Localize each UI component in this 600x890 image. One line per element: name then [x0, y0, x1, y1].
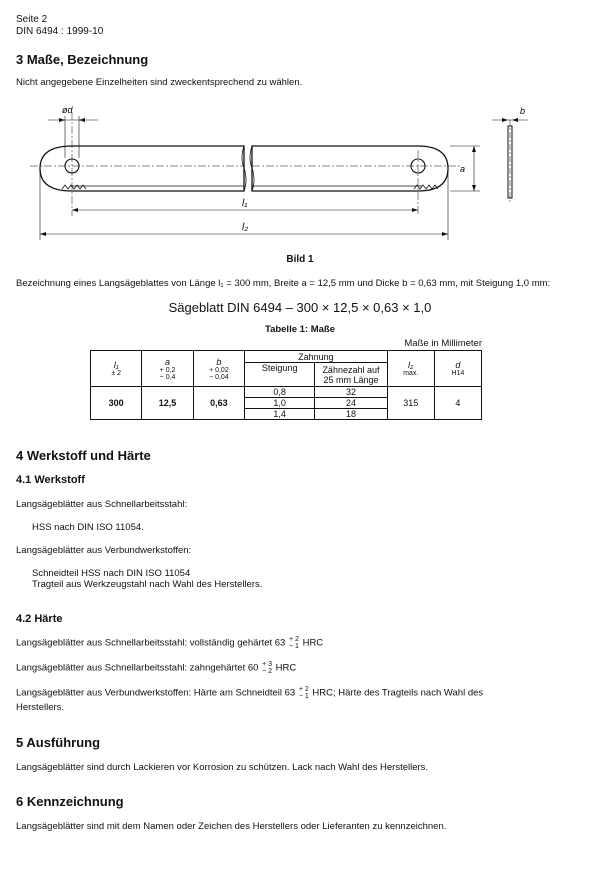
table-title: Tabelle 1: Maße — [264, 324, 336, 335]
saw-blade-drawing — [30, 100, 550, 248]
standard-id: DIN 6494 : 1999-10 — [16, 26, 104, 37]
figure-caption: Bild 1 — [286, 254, 314, 265]
designation: Sägeblatt DIN 6494 – 300 × 12,5 × 0,63 × 1,0 — [168, 300, 432, 315]
label-d: ød — [62, 105, 73, 115]
col-zahnung-header: Zahnung — [245, 351, 388, 363]
cell-b: 0,63 — [193, 387, 244, 420]
col-a-header: a + 0,2 − 0,4 — [142, 351, 193, 387]
cell-zaehne: 24 — [315, 398, 387, 409]
col-b-header: b + 0,02 − 0,04 — [193, 351, 244, 387]
cell-l2: 315 — [387, 387, 434, 420]
col-l1-header: l₁ ± 2 — [91, 351, 142, 387]
werkstoff-hss-item: HSS nach DIN ISO 11054. — [32, 522, 144, 533]
haerte-line-1: Langsägeblätter aus Schnellarbeitsstahl: vollständig gehärtet 63 + 2 − 1 HRC — [16, 636, 324, 650]
col-steigung-header: Steigung — [245, 363, 315, 387]
section-4-2-heading: 4.2 Härte — [16, 613, 63, 625]
teeth-left — [62, 185, 86, 189]
werkstoff-hss-text: Langsägeblätter aus Schnellarbeitsstahl: — [16, 499, 188, 510]
col-zaehnezahl-header: Zähnezahl auf 25 mm Länge — [315, 363, 387, 387]
werkstoff-verbund-item-1: Schneidteil HSS nach DIN ISO 11054 — [32, 568, 191, 579]
label-b: b — [520, 106, 526, 116]
label-a: a — [460, 164, 466, 174]
section-6-heading: 6 Kennzeichnung — [16, 794, 124, 809]
section-6-text: Langsägeblätter sind mit dem Namen oder Zeichen des Herstellers oder Lieferanten zu kennzeichnen. — [16, 821, 447, 832]
cell-l1: 300 — [91, 387, 142, 420]
werkstoff-verbund-item-2: Tragteil aus Werkzeugstahl nach Wahl des Herstellers. — [32, 579, 263, 590]
table-unit: Maße in Millimeter — [404, 338, 482, 349]
haerte-line-2: Langsägeblätter aus Schnellarbeitsstahl: zahngehärtet 60 + 3 − 2 HRC — [16, 661, 297, 675]
col-l2-header: l₂ max. — [387, 351, 434, 387]
section-3-heading: 3 Maße, Bezeichnung — [16, 52, 149, 67]
designation-description: Bezeichnung eines Langsägeblattes von Länge l₁ = 300 mm, Breite a = 12,5 mm und Dicke b = 0,63 mm, mit Steigung 1,0 mm: — [16, 278, 551, 289]
section-4-1-heading: 4.1 Werkstoff — [16, 474, 85, 486]
label-l1: l₁ — [242, 198, 248, 209]
werkstoff-verbund-text: Langsägeblätter aus Verbundwerkstoffen: — [16, 545, 192, 556]
blade-right-part — [252, 146, 448, 191]
page-number: Seite 2 — [16, 14, 48, 25]
cell-d: 4 — [434, 387, 481, 420]
haerte-line-3: Langsägeblätter aus Verbundwerkstoffen: Härte am Schneidteil 63 + 2 − 1 HRC; Härte des Tragteils nach Wahl des — [16, 686, 484, 700]
dimensions-table — [90, 350, 482, 420]
cell-a: 12,5 — [142, 387, 193, 420]
label-l2: l₂ — [242, 222, 249, 233]
cell-steigung: 1,4 — [245, 409, 315, 420]
section-4-heading: 4 Werkstoff und Härte — [16, 448, 151, 463]
blade-left-part — [40, 146, 244, 191]
cell-zaehne: 18 — [315, 409, 387, 420]
cell-steigung: 0,8 — [245, 387, 315, 398]
section-5-heading: 5 Ausführung — [16, 735, 101, 750]
haerte-line-3-continued: Herstellers. — [16, 702, 65, 713]
section-3-intro: Nicht angegebene Einzelheiten sind zweckentsprechend zu wählen. — [16, 77, 303, 88]
cell-zaehne: 32 — [315, 387, 387, 398]
cell-steigung: 1,0 — [245, 398, 315, 409]
section-5-text: Langsägeblätter sind durch Lackieren vor Korrosion zu schützen. Lack nach Wahl des Herstellers. — [16, 762, 429, 773]
col-d-header: d H14 — [434, 351, 481, 387]
